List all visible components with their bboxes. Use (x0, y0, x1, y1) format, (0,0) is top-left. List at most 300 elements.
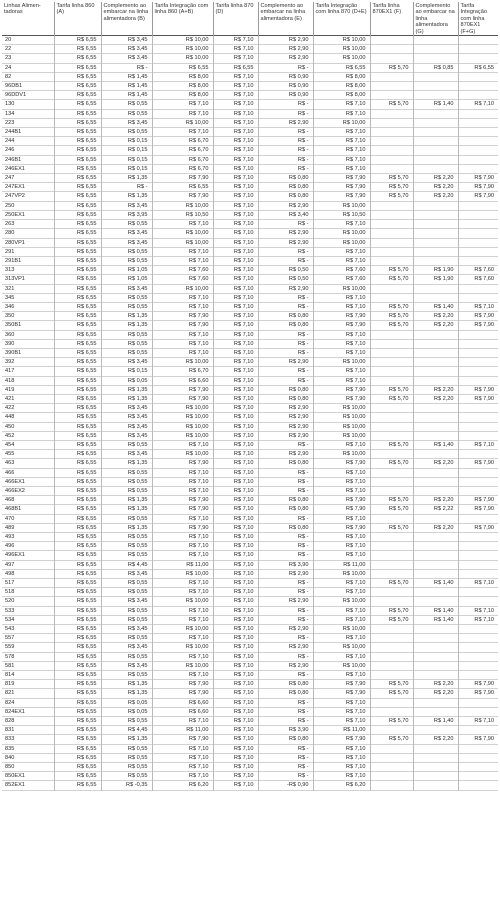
fare-cell: R$ 7,10 (213, 726, 258, 735)
fare-cell: R$ 6,55 (54, 772, 101, 781)
fare-cell: R$ 6,55 (54, 91, 101, 100)
fare-cell (458, 238, 498, 247)
table-row (2, 348, 498, 357)
fare-cell: R$ 0,55 (101, 542, 152, 551)
fare-cell: R$ 2,90 (258, 597, 313, 606)
line-id-cell: 452 (5, 432, 15, 439)
table-row (2, 284, 498, 293)
fare-cell: R$ 6,55 (54, 72, 101, 81)
fare-cell: R$ 7,10 (313, 348, 370, 357)
fare-cell (370, 597, 413, 606)
fare-cell: R$ 7,10 (152, 551, 213, 560)
table-row (2, 330, 498, 339)
line-id-cell: 850EX1 (5, 773, 25, 780)
fare-cell: -R$ 0,90 (258, 781, 313, 790)
fare-cell (458, 358, 498, 367)
table-row (2, 54, 498, 63)
fare-cell: R$ 3,45 (101, 284, 152, 293)
fare-cell: R$ 10,00 (313, 431, 370, 440)
fare-cell: R$ 0,55 (101, 486, 152, 495)
fare-cell: R$ 7,10 (152, 634, 213, 643)
fare-cell: R$ 10,00 (152, 118, 213, 127)
fare-cell: R$ 7,90 (152, 385, 213, 394)
fare-cell: R$ 0,55 (101, 533, 152, 542)
fare-cell: R$ 3,40 (258, 210, 313, 219)
fare-cell: R$ 6,55 (54, 82, 101, 91)
line-id-cell: 824 (5, 699, 15, 706)
fare-cell: R$ 6,55 (458, 63, 498, 72)
fare-cell (413, 91, 458, 100)
table-row (2, 229, 498, 238)
fare-cell: R$ 7,10 (213, 339, 258, 348)
table-row (2, 238, 498, 247)
fare-cell: R$ 7,10 (152, 486, 213, 495)
fare-cell: R$ 1,35 (101, 459, 152, 468)
fare-cell: R$ 7,90 (313, 192, 370, 201)
fare-cell: R$ 6,55 (54, 625, 101, 634)
fare-cell: R$ 3,45 (101, 569, 152, 578)
line-id-cell: 291B1 (5, 257, 22, 264)
fare-cell: R$ 6,70 (152, 137, 213, 146)
fare-cell: R$ 1,40 (413, 615, 458, 624)
fare-cell: R$ 7,90 (152, 312, 213, 321)
fare-cell (370, 36, 413, 45)
line-id-cell: 244B1 (5, 129, 22, 136)
fare-cell: R$ 7,10 (313, 542, 370, 551)
fare-cell: R$ 0,55 (101, 339, 152, 348)
line-id-cell: 246 (5, 147, 15, 154)
fare-cell: R$ 7,90 (458, 496, 498, 505)
fare-cell (370, 330, 413, 339)
fare-cell (370, 256, 413, 265)
table-row (2, 486, 498, 495)
fare-cell: R$ - (258, 302, 313, 311)
fare-cell: R$ 3,45 (101, 229, 152, 238)
fare-cell: R$ 7,90 (458, 394, 498, 403)
line-id-cell: 821 (5, 690, 15, 697)
fare-cell (458, 753, 498, 762)
line-id-cell: 470 (5, 515, 15, 522)
fare-cell: R$ 7,10 (213, 440, 258, 449)
line-id-cell: 557 (5, 635, 15, 642)
fare-cell: R$ 10,50 (152, 210, 213, 219)
line-id-cell: 321 (5, 285, 15, 292)
fare-cell: R$ 7,10 (313, 164, 370, 173)
line-id-cell: 247 (5, 175, 15, 182)
fare-cell: R$ - (258, 717, 313, 726)
fare-cell: R$ 7,10 (313, 293, 370, 302)
fare-cell: R$ 7,90 (152, 192, 213, 201)
fare-cell (413, 164, 458, 173)
fare-cell: R$ 7,90 (313, 680, 370, 689)
fare-cell: R$ 7,90 (152, 321, 213, 330)
fare-cell (458, 533, 498, 542)
fare-cell: R$ 0,80 (258, 735, 313, 744)
fare-cell: R$ 6,55 (54, 183, 101, 192)
fare-cell (413, 450, 458, 459)
fare-cell: R$ 3,45 (101, 413, 152, 422)
fare-cell: R$ - (258, 339, 313, 348)
fare-cell (458, 256, 498, 265)
fare-cell: R$ 7,90 (313, 321, 370, 330)
line-id-cell: 130 (5, 101, 15, 108)
fare-cell (458, 671, 498, 680)
fare-cell: R$ 6,55 (152, 63, 213, 72)
fare-cell: R$ 7,10 (313, 440, 370, 449)
fare-cell (413, 109, 458, 118)
fare-cell: R$ 6,55 (54, 210, 101, 219)
fare-cell: R$ 0,55 (101, 293, 152, 302)
fare-cell: R$ - (258, 330, 313, 339)
fare-cell (370, 54, 413, 63)
fare-cell: R$ 7,10 (213, 266, 258, 275)
fare-cell (370, 247, 413, 256)
fare-cell: R$ - (258, 588, 313, 597)
fare-cell (458, 588, 498, 597)
table-row (2, 744, 498, 753)
fare-cell (413, 597, 458, 606)
fare-cell (413, 431, 458, 440)
fare-cell: R$ 6,55 (54, 284, 101, 293)
fare-cell (370, 514, 413, 523)
fare-cell: R$ 0,05 (101, 707, 152, 716)
fare-cell: R$ 5,70 (370, 266, 413, 275)
fare-cell: R$ 1,35 (101, 689, 152, 698)
fare-cell: R$ 7,10 (213, 671, 258, 680)
fare-cell: R$ 6,55 (54, 358, 101, 367)
fare-cell: R$ 0,80 (258, 394, 313, 403)
fare-cell: R$ 7,10 (213, 643, 258, 652)
table-row (2, 302, 498, 311)
fare-cell: R$ 10,00 (152, 625, 213, 634)
fare-cell: R$ 7,10 (213, 82, 258, 91)
fare-cell: R$ 7,10 (213, 358, 258, 367)
fare-cell: R$ 7,60 (458, 266, 498, 275)
fare-cell: R$ 7,10 (313, 763, 370, 772)
table-row (2, 597, 498, 606)
table-row (2, 551, 498, 560)
fare-cell: R$ 6,55 (54, 100, 101, 109)
fare-cell (458, 431, 498, 440)
fare-cell: R$ 2,90 (258, 661, 313, 670)
fare-cell: R$ 2,20 (413, 312, 458, 321)
fare-cell: R$ 7,10 (213, 256, 258, 265)
fare-cell (370, 220, 413, 229)
fare-cell (413, 560, 458, 569)
fare-cell: R$ 10,00 (152, 284, 213, 293)
fare-cell: R$ 7,10 (152, 588, 213, 597)
fare-cell: R$ 7,10 (313, 588, 370, 597)
line-id-cell: 814 (5, 672, 15, 679)
fare-cell (370, 210, 413, 219)
fare-cell: R$ 6,55 (54, 680, 101, 689)
line-id-cell: 468B1 (5, 506, 22, 513)
fare-cell: R$ 0,15 (101, 164, 152, 173)
fare-cell: R$ 2,90 (258, 413, 313, 422)
fare-cell: R$ - (258, 164, 313, 173)
column-header: Tarifa linha 870EX1 (F) (370, 2, 413, 36)
fare-cell: R$ 0,55 (101, 634, 152, 643)
fare-cell: R$ 6,55 (54, 634, 101, 643)
fare-cell: R$ 0,55 (101, 247, 152, 256)
fare-cell: R$ 7,10 (213, 486, 258, 495)
table-row (2, 431, 498, 440)
fare-cell (413, 625, 458, 634)
table-row (2, 339, 498, 348)
fare-cell (458, 164, 498, 173)
fare-cell: R$ 7,10 (213, 707, 258, 716)
fare-cell: R$ 7,10 (313, 376, 370, 385)
table-row (2, 763, 498, 772)
fare-cell: R$ 1,35 (101, 680, 152, 689)
fare-cell (413, 643, 458, 652)
fare-cell: R$ 8,00 (313, 91, 370, 100)
fare-cell: R$ 6,55 (54, 671, 101, 680)
fare-cell (458, 763, 498, 772)
fare-cell: R$ 6,55 (54, 459, 101, 468)
fare-cell: R$ 0,55 (101, 753, 152, 762)
table-row (2, 63, 498, 72)
fare-cell: R$ 6,20 (313, 781, 370, 790)
fare-cell (458, 91, 498, 100)
fare-cell: R$ 0,55 (101, 514, 152, 523)
fare-cell: R$ 7,10 (313, 100, 370, 109)
fare-cell: R$ 7,10 (313, 302, 370, 311)
fare-cell: R$ 7,10 (213, 192, 258, 201)
fare-cell: R$ 0,15 (101, 146, 152, 155)
fare-cell: R$ 7,10 (313, 514, 370, 523)
fare-cell: R$ 0,55 (101, 109, 152, 118)
fare-cell: R$ 6,55 (54, 726, 101, 735)
fare-cell (413, 744, 458, 753)
fare-cell (413, 477, 458, 486)
fare-cell: R$ 7,90 (313, 496, 370, 505)
fare-cell: R$ 7,10 (152, 247, 213, 256)
line-id-cell: 852EX1 (5, 782, 25, 789)
fare-cell: R$ 2,90 (258, 404, 313, 413)
fare-cell: R$ 5,70 (370, 735, 413, 744)
fare-cell: R$ 7,10 (152, 533, 213, 542)
line-id-cell: 498 (5, 570, 15, 577)
table-row (2, 643, 498, 652)
fare-cell: R$ 5,70 (370, 100, 413, 109)
fare-cell: R$ 10,00 (152, 597, 213, 606)
fare-cell (458, 542, 498, 551)
fare-cell: R$ 7,10 (213, 744, 258, 753)
fare-cell (458, 376, 498, 385)
fare-cell: R$ 2,90 (258, 284, 313, 293)
fare-cell: R$ 6,55 (54, 376, 101, 385)
fare-cell: R$ 6,55 (54, 404, 101, 413)
line-id-cell: 23 (5, 55, 12, 62)
fare-cell (370, 698, 413, 707)
fare-cell: R$ 6,55 (54, 652, 101, 661)
table-row (2, 588, 498, 597)
fare-cell: R$ 7,10 (213, 118, 258, 127)
table-row (2, 312, 498, 321)
fare-cell: R$ 2,90 (258, 118, 313, 127)
fare-cell (458, 109, 498, 118)
table-row (2, 542, 498, 551)
line-id-cell: 840 (5, 754, 15, 761)
fare-cell: R$ 7,90 (458, 505, 498, 514)
table-row (2, 625, 498, 634)
table-row (2, 606, 498, 615)
fare-cell: R$ 6,55 (54, 450, 101, 459)
fare-cell: R$ 5,70 (370, 459, 413, 468)
fare-cell (370, 72, 413, 81)
line-id-cell: 247VP2 (5, 193, 25, 200)
fare-cell: R$ 7,10 (313, 109, 370, 118)
fare-cell: R$ 2,90 (258, 36, 313, 45)
fare-cell: R$ - (258, 772, 313, 781)
fare-table-document (2, 2, 498, 791)
fare-cell: R$ 7,10 (313, 551, 370, 560)
fare-cell: R$ 7,10 (152, 256, 213, 265)
table-row (2, 210, 498, 219)
fare-cell: R$ 6,55 (54, 201, 101, 210)
fare-cell: R$ 7,60 (458, 275, 498, 284)
fare-cell (370, 284, 413, 293)
fare-cell: R$ 7,10 (213, 505, 258, 514)
fare-cell (370, 413, 413, 422)
fare-cell: R$ 7,10 (152, 220, 213, 229)
fare-cell: R$ 7,10 (313, 753, 370, 762)
line-id-cell: 96DB1 (5, 83, 23, 90)
fare-cell (458, 652, 498, 661)
fare-cell: R$ - (258, 155, 313, 164)
line-id-cell: 450 (5, 423, 15, 430)
fare-cell: R$ 7,10 (213, 523, 258, 532)
fare-cell: R$ 6,55 (54, 348, 101, 357)
table-row (2, 717, 498, 726)
fare-cell: R$ 0,80 (258, 496, 313, 505)
fare-cell: R$ 7,10 (213, 753, 258, 762)
fare-cell: R$ 2,20 (413, 321, 458, 330)
fare-cell: R$ 2,90 (258, 201, 313, 210)
fare-cell: R$ - (258, 220, 313, 229)
table-row (2, 293, 498, 302)
fare-cell: R$ 7,10 (213, 717, 258, 726)
fare-cell: R$ 7,10 (152, 717, 213, 726)
fare-cell: R$ 5,70 (370, 192, 413, 201)
fare-cell: R$ 8,00 (313, 72, 370, 81)
fare-cell: R$ 6,55 (54, 569, 101, 578)
fare-cell: R$ 3,45 (101, 238, 152, 247)
table-row (2, 753, 498, 762)
fare-cell: R$ 5,70 (370, 523, 413, 532)
fare-cell: R$ 6,55 (54, 192, 101, 201)
table-row (2, 192, 498, 201)
table-row (2, 72, 498, 81)
fare-cell: R$ 8,00 (152, 72, 213, 81)
table-row (2, 726, 498, 735)
table-row (2, 560, 498, 569)
fare-cell: R$ 7,10 (152, 671, 213, 680)
fare-cell (370, 753, 413, 762)
table-row (2, 698, 498, 707)
fare-cell: R$ 1,35 (101, 192, 152, 201)
fare-cell: R$ 6,70 (152, 146, 213, 155)
fare-cell: R$ 2,20 (413, 735, 458, 744)
line-id-cell: 350B1 (5, 322, 22, 329)
fare-cell (413, 569, 458, 578)
fare-cell: R$ 6,55 (313, 63, 370, 72)
table-row (2, 266, 498, 275)
line-id-cell: 421 (5, 395, 15, 402)
fare-cell: R$ 6,55 (54, 753, 101, 762)
fare-cell: R$ 7,90 (313, 312, 370, 321)
fare-cell: R$ 7,90 (458, 459, 498, 468)
fare-cell: R$ 0,50 (258, 266, 313, 275)
fare-cell: R$ 1,35 (101, 385, 152, 394)
fare-cell: R$ 6,55 (54, 661, 101, 670)
fare-cell: R$ 7,60 (152, 275, 213, 284)
fare-cell: R$ 0,80 (258, 312, 313, 321)
fare-cell (413, 36, 458, 45)
fare-cell: R$ 7,10 (313, 367, 370, 376)
table-row (2, 440, 498, 449)
fare-cell: R$ 7,10 (213, 229, 258, 238)
fare-cell: R$ 10,00 (152, 404, 213, 413)
fare-cell: R$ - (258, 440, 313, 449)
fare-cell: R$ - (258, 579, 313, 588)
fare-cell: R$ 6,55 (54, 302, 101, 311)
fare-cell: R$ 6,55 (54, 312, 101, 321)
fare-cell: R$ 10,00 (313, 284, 370, 293)
fare-cell: R$ 2,90 (258, 450, 313, 459)
fare-cell (413, 348, 458, 357)
table-row (2, 358, 498, 367)
fare-cell: R$ 7,10 (313, 330, 370, 339)
fare-cell: R$ 7,90 (313, 735, 370, 744)
line-id-cell: 134 (5, 110, 15, 117)
fare-cell: R$ 7,10 (213, 477, 258, 486)
fare-cell (458, 468, 498, 477)
line-id-cell: 559 (5, 644, 15, 651)
fare-cell: R$ 6,55 (54, 717, 101, 726)
fare-cell: R$ 7,90 (152, 174, 213, 183)
fare-cell: R$ 0,85 (413, 63, 458, 72)
fare-cell: R$ 6,55 (54, 321, 101, 330)
fare-cell: R$ 1,35 (101, 312, 152, 321)
fare-cell: R$ 0,80 (258, 183, 313, 192)
fare-cell: R$ 3,45 (101, 450, 152, 459)
fare-cell (370, 155, 413, 164)
fare-cell: R$ 3,45 (101, 597, 152, 606)
fare-cell (370, 671, 413, 680)
fare-cell (370, 763, 413, 772)
fare-cell (458, 551, 498, 560)
table-row (2, 413, 498, 422)
fare-cell (413, 486, 458, 495)
fare-cell: R$ 7,10 (458, 579, 498, 588)
fare-cell: R$ 7,10 (213, 413, 258, 422)
fare-cell (458, 137, 498, 146)
fare-cell: R$ 7,10 (313, 155, 370, 164)
fare-cell (413, 293, 458, 302)
fare-cell (413, 358, 458, 367)
fare-cell: R$ 6,55 (54, 468, 101, 477)
fare-cell: R$ 7,90 (458, 174, 498, 183)
line-id-cell: 280 (5, 230, 15, 237)
table-row (2, 404, 498, 413)
fare-cell: R$ 6,70 (152, 164, 213, 173)
fare-cell: R$ 10,00 (152, 201, 213, 210)
fare-cell: R$ 1,35 (101, 496, 152, 505)
fare-cell: R$ 0,55 (101, 763, 152, 772)
fare-cell: R$ 7,10 (152, 477, 213, 486)
